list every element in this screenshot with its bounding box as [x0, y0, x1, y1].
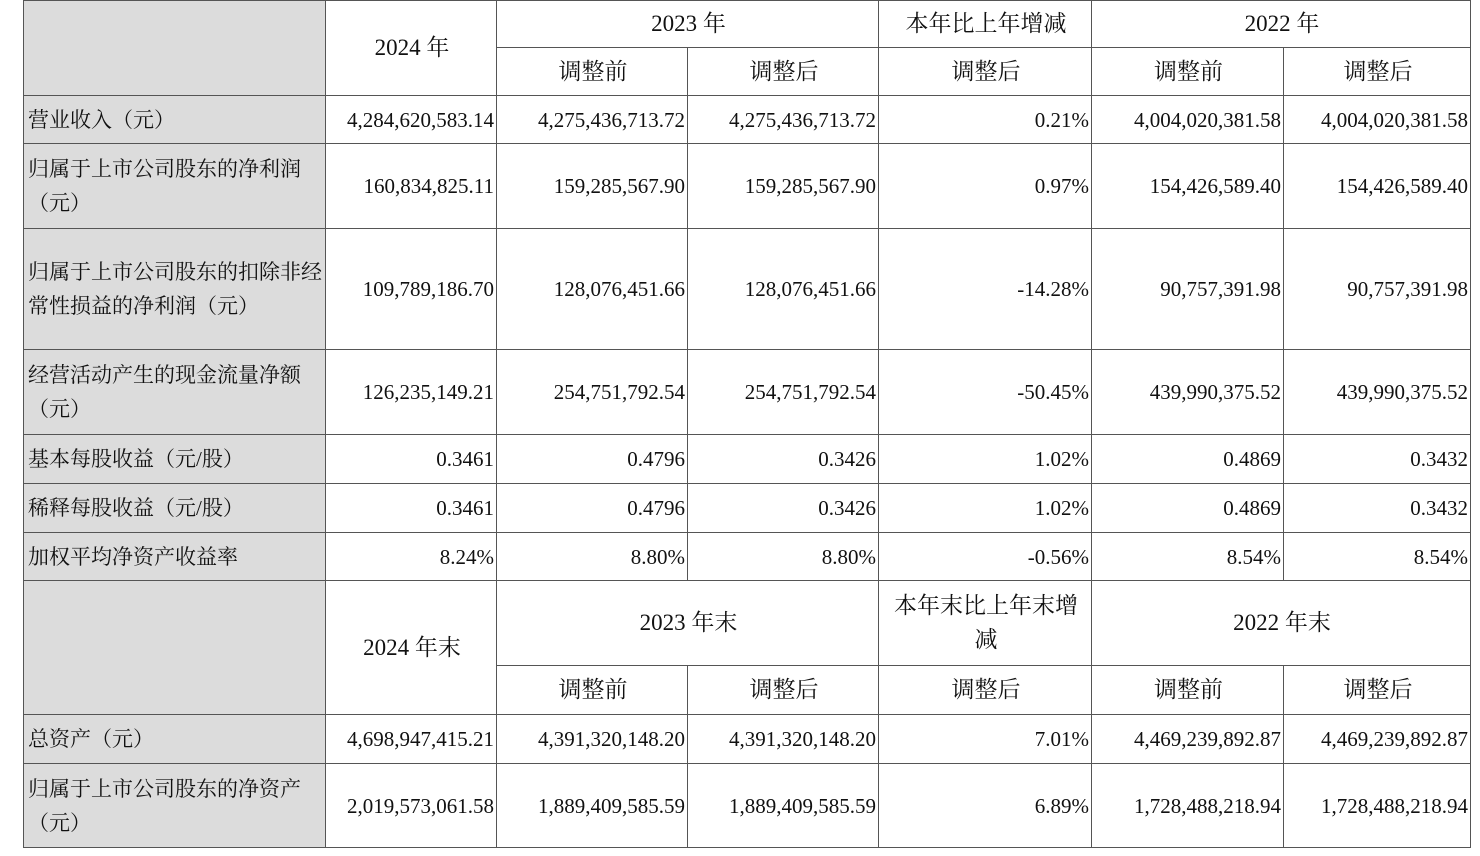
value-cell: 4,284,620,583.14 — [326, 96, 497, 144]
change-cell: -50.45% — [879, 350, 1092, 435]
value-cell: 4,004,020,381.58 — [1092, 96, 1284, 144]
value-cell: 8.54% — [1284, 533, 1471, 581]
change-cell: 7.01% — [879, 715, 1092, 764]
value-cell: 0.4796 — [497, 484, 688, 533]
value-cell: 0.3432 — [1284, 484, 1471, 533]
header-before-adjustment: 调整前 — [1092, 48, 1284, 96]
change-cell: 1.02% — [879, 484, 1092, 533]
header-prior-year-end-group: 2022 年末 — [1092, 581, 1471, 666]
row-label: 稀释每股收益（元/股） — [24, 484, 326, 533]
value-cell: 254,751,792.54 — [688, 350, 879, 435]
row-label: 归属于上市公司股东的净利润（元） — [24, 144, 326, 229]
row-label: 经营活动产生的现金流量净额（元） — [24, 350, 326, 435]
value-cell: 159,285,567.90 — [497, 144, 688, 229]
change-cell: 6.89% — [879, 764, 1092, 848]
value-cell: 0.4869 — [1092, 435, 1284, 484]
value-cell: 8.24% — [326, 533, 497, 581]
table-row — [24, 96, 1471, 144]
value-cell: 4,469,239,892.87 — [1092, 715, 1284, 764]
table-row — [24, 533, 1471, 581]
value-cell: 1,728,488,218.94 — [1284, 764, 1471, 848]
table-row — [24, 144, 1471, 229]
header-change-after-adjustment: 调整后 — [879, 48, 1092, 96]
header-before-adjustment: 调整前 — [1092, 666, 1284, 715]
header-current-year: 2024 年 — [326, 1, 497, 96]
header-after-adjustment: 调整后 — [1284, 666, 1471, 715]
value-cell: 0.3426 — [688, 484, 879, 533]
value-cell: 2,019,573,061.58 — [326, 764, 497, 848]
row-label: 加权平均净资产收益率 — [24, 533, 326, 581]
row-label: 基本每股收益（元/股） — [24, 435, 326, 484]
value-cell: 160,834,825.11 — [326, 144, 497, 229]
value-cell: 159,285,567.90 — [688, 144, 879, 229]
header-prev-year-group: 2023 年 — [497, 1, 879, 48]
header-change-group: 本年比上年增减 — [879, 1, 1092, 48]
value-cell: 0.3426 — [688, 435, 879, 484]
value-cell: 8.54% — [1092, 533, 1284, 581]
table-row — [24, 350, 1471, 435]
value-cell: 8.80% — [497, 533, 688, 581]
table-row — [24, 715, 1471, 764]
value-cell: 4,004,020,381.58 — [1284, 96, 1471, 144]
value-cell: 1,889,409,585.59 — [497, 764, 688, 848]
header-after-adjustment: 调整后 — [1284, 48, 1471, 96]
value-cell: 4,469,239,892.87 — [1284, 715, 1471, 764]
change-cell: 0.21% — [879, 96, 1092, 144]
value-cell: 1,889,409,585.59 — [688, 764, 879, 848]
value-cell: 0.3432 — [1284, 435, 1471, 484]
table-row — [24, 435, 1471, 484]
header-corner-cell — [24, 1, 326, 96]
value-cell: 90,757,391.98 — [1284, 229, 1471, 350]
table-row — [24, 764, 1471, 848]
change-cell: 0.97% — [879, 144, 1092, 229]
value-cell: 4,391,320,148.20 — [497, 715, 688, 764]
header-change-group: 本年末比上年末增减 — [879, 581, 1092, 666]
value-cell: 90,757,391.98 — [1092, 229, 1284, 350]
row-label: 归属于上市公司股东的扣除非经常性损益的净利润（元） — [24, 229, 326, 350]
value-cell: 254,751,792.54 — [497, 350, 688, 435]
value-cell: 439,990,375.52 — [1284, 350, 1471, 435]
header-corner-cell — [24, 581, 326, 715]
value-cell: 0.4796 — [497, 435, 688, 484]
header-before-adjustment: 调整前 — [497, 48, 688, 96]
header-before-adjustment: 调整前 — [497, 666, 688, 715]
value-cell: 128,076,451.66 — [497, 229, 688, 350]
row-label: 营业收入（元） — [24, 96, 326, 144]
value-cell: 4,391,320,148.20 — [688, 715, 879, 764]
value-cell: 0.4869 — [1092, 484, 1284, 533]
header-after-adjustment: 调整后 — [688, 666, 879, 715]
header-current-year-end: 2024 年末 — [326, 581, 497, 715]
header-prev-year-end-group: 2023 年末 — [497, 581, 879, 666]
row-label: 总资产（元） — [24, 715, 326, 764]
value-cell: 154,426,589.40 — [1092, 144, 1284, 229]
change-cell: 1.02% — [879, 435, 1092, 484]
value-cell: 128,076,451.66 — [688, 229, 879, 350]
value-cell: 0.3461 — [326, 435, 497, 484]
table-row — [24, 484, 1471, 533]
value-cell: 126,235,149.21 — [326, 350, 497, 435]
table-row — [24, 229, 1471, 350]
value-cell: 4,275,436,713.72 — [497, 96, 688, 144]
value-cell: 8.80% — [688, 533, 879, 581]
change-cell: -0.56% — [879, 533, 1092, 581]
value-cell: 1,728,488,218.94 — [1092, 764, 1284, 848]
value-cell: 439,990,375.52 — [1092, 350, 1284, 435]
value-cell: 109,789,186.70 — [326, 229, 497, 350]
header-prior-year-group: 2022 年 — [1092, 1, 1471, 48]
financial-indicators-table — [23, 0, 1471, 848]
value-cell: 154,426,589.40 — [1284, 144, 1471, 229]
value-cell: 4,275,436,713.72 — [688, 96, 879, 144]
value-cell: 4,698,947,415.21 — [326, 715, 497, 764]
value-cell: 0.3461 — [326, 484, 497, 533]
row-label: 归属于上市公司股东的净资产（元） — [24, 764, 326, 848]
header-change-after-adjustment: 调整后 — [879, 666, 1092, 715]
header-after-adjustment: 调整后 — [688, 48, 879, 96]
change-cell: -14.28% — [879, 229, 1092, 350]
